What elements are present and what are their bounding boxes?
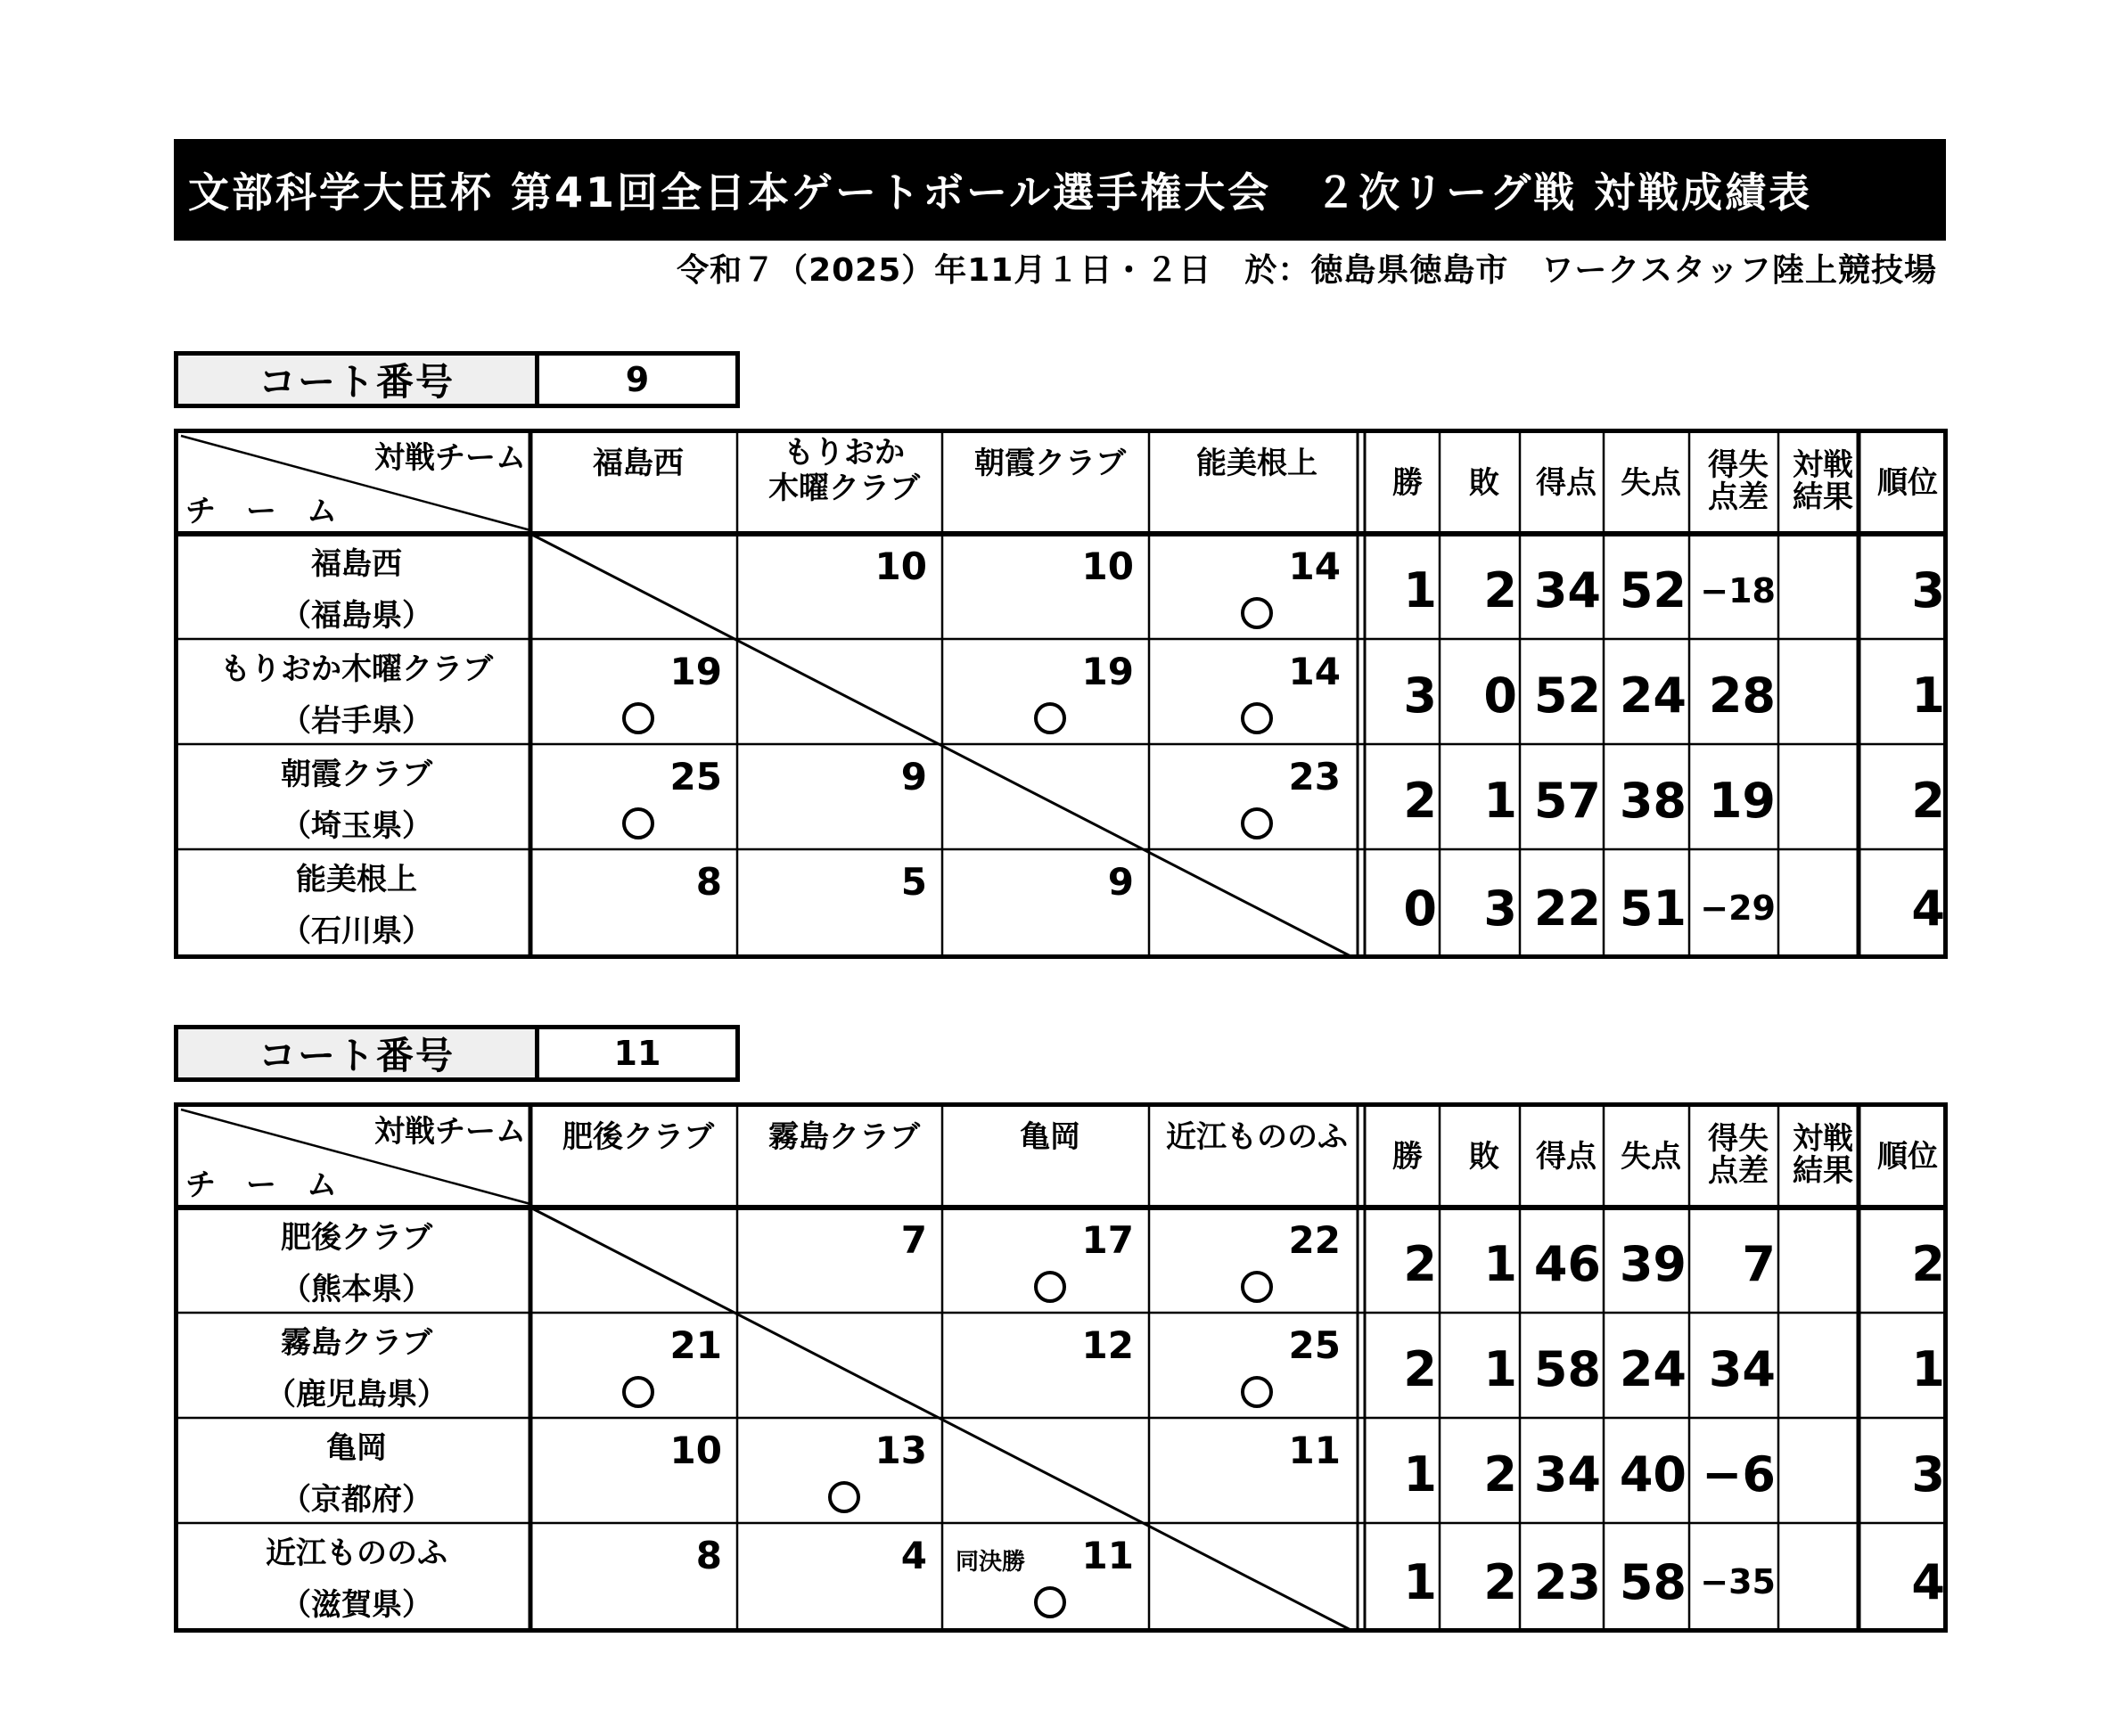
point-diff-value: 28 (1708, 667, 1776, 724)
win-circle-mark (1034, 1271, 1066, 1303)
points-for-value: 57 (1533, 773, 1601, 829)
match-note: 同決勝 (956, 1549, 1026, 1576)
rank-header (1863, 467, 1952, 499)
rank-header-line: 順位 (1877, 1139, 1938, 1175)
league-table (174, 429, 1948, 959)
match-result-value (1783, 538, 1863, 643)
win-header (1371, 1141, 1444, 1173)
match-score: 11 (1081, 1534, 1134, 1577)
points-for-value: 23 (1533, 1554, 1601, 1610)
losses-value: 2 (1483, 562, 1517, 618)
loss-header (1444, 1141, 1524, 1173)
losses-value: 2 (1483, 1554, 1517, 1610)
rank-value: 4 (1911, 1554, 1945, 1610)
team-prefecture: （滋賀県） (281, 1587, 432, 1623)
match-score: 21 (669, 1323, 722, 1367)
loss-header-line: 敗 (1469, 1139, 1499, 1175)
rank-value: 1 (1911, 667, 1945, 724)
match-score: 13 (874, 1429, 927, 1472)
rank-header-line: 順位 (1877, 465, 1938, 501)
wins-value: 1 (1403, 1446, 1437, 1503)
win-circle-mark (622, 807, 654, 839)
point-diff-value: 7 (1742, 1236, 1776, 1292)
points-for-header-line: 得点 (1536, 465, 1597, 501)
points-against-header (1608, 1141, 1694, 1173)
points-against-value: 24 (1619, 667, 1687, 724)
points-for-header (1524, 1141, 1608, 1173)
opponent-name-line: 近江もののふ (1166, 1119, 1348, 1155)
match-score: 17 (1081, 1218, 1134, 1262)
opponent-name-line: 肥後クラブ (562, 1119, 714, 1155)
court-number-value: 9 (625, 360, 650, 399)
win-header-line: 勝 (1392, 465, 1423, 501)
team-name: 朝霞クラブ (281, 757, 432, 792)
match-result-value (1783, 1527, 1863, 1637)
court-number-label: コート番号 (178, 1029, 539, 1077)
team-prefecture: （京都府） (281, 1482, 432, 1518)
point-diff-header (1694, 449, 1783, 513)
opponent-column-header (742, 435, 947, 506)
team-prefecture: （埼玉県） (281, 808, 432, 844)
court-number-box (174, 1025, 740, 1082)
opponent-column-header (742, 1119, 947, 1155)
loss-header (1444, 467, 1524, 499)
match-score: 9 (900, 755, 927, 798)
event-date-venue: 令和７（2025）年11月１日・２日 於：徳島県徳島市 ワークスタッフ陸上競技場 (677, 251, 1937, 289)
team-name: 亀岡 (326, 1430, 387, 1466)
win-circle-mark (1241, 1376, 1273, 1408)
rank-value: 3 (1911, 1446, 1945, 1503)
win-circle-mark (1241, 1271, 1273, 1303)
match-result-value (1783, 854, 1863, 963)
team-name: 能美根上 (296, 862, 417, 897)
team-prefecture: （岩手県） (281, 703, 432, 739)
losses-value: 1 (1483, 1341, 1517, 1397)
point-diff-header-line: 得失 (1708, 1121, 1769, 1157)
match-score: 14 (1288, 650, 1341, 693)
win-circle-mark (1034, 702, 1066, 734)
match-score: 10 (669, 1429, 722, 1472)
wins-value: 2 (1403, 1236, 1437, 1292)
match-result-value (1783, 643, 1863, 749)
losses-value: 0 (1483, 667, 1517, 724)
loss-header-line: 敗 (1469, 465, 1499, 501)
match-score: 19 (669, 650, 722, 693)
opponent-team-header: 対戦チーム (374, 1114, 526, 1150)
match-score: 19 (1081, 650, 1134, 693)
wins-value: 2 (1403, 1341, 1437, 1397)
wins-value: 0 (1403, 880, 1437, 937)
points-against-value: 52 (1619, 562, 1687, 618)
match-score: 8 (695, 860, 722, 904)
win-circle-mark (622, 702, 654, 734)
points-for-header (1524, 467, 1608, 499)
team-name: もりおか木曜クラブ (220, 651, 493, 687)
points-for-value: 34 (1533, 1446, 1601, 1503)
points-against-value: 24 (1619, 1341, 1687, 1397)
match-score: 23 (1288, 755, 1341, 798)
opponent-column-header (535, 446, 742, 481)
opponent-column-header (535, 1119, 742, 1155)
point-diff-value: −35 (1700, 1562, 1776, 1601)
rank-value: 1 (1911, 1341, 1945, 1397)
points-for-value: 22 (1533, 880, 1601, 937)
page-title: 文部科学大臣杯 第41回全日本ゲートボール選手権大会 ２次リーグ戦 対戦成績表 (174, 139, 1946, 241)
match-result-header-line: 結果 (1793, 479, 1853, 515)
rank-value: 2 (1911, 773, 1945, 829)
wins-value: 1 (1403, 562, 1437, 618)
team-header: チ ー ム (185, 494, 337, 529)
points-for-value: 52 (1533, 667, 1601, 724)
match-score: 8 (695, 1534, 722, 1577)
team-prefecture: （石川県） (281, 913, 432, 949)
match-result-value (1783, 1212, 1863, 1317)
points-against-value: 38 (1619, 773, 1687, 829)
match-score: 10 (1081, 545, 1134, 588)
match-score: 5 (900, 860, 927, 904)
points-against-value: 51 (1619, 880, 1687, 937)
points-for-header-line: 得点 (1536, 1139, 1597, 1175)
win-header (1371, 467, 1444, 499)
win-circle-mark (1241, 702, 1273, 734)
win-circle-mark (1034, 1586, 1066, 1618)
win-circle-mark (828, 1481, 860, 1513)
match-score: 4 (900, 1534, 927, 1577)
rank-header (1863, 1141, 1952, 1173)
match-score: 25 (1288, 1323, 1341, 1367)
point-diff-value: 34 (1708, 1341, 1776, 1397)
team-name: 福島西 (311, 546, 402, 582)
match-result-value (1783, 749, 1863, 854)
team-prefecture: （鹿児島県） (266, 1377, 447, 1413)
court-number-box (174, 351, 740, 408)
match-result-header-line: 対戦 (1793, 447, 1853, 483)
win-header-line: 勝 (1392, 1139, 1423, 1175)
opponent-name-line: もりおか (784, 435, 905, 471)
rank-value: 3 (1911, 562, 1945, 618)
points-for-value: 58 (1533, 1341, 1601, 1397)
point-diff-header (1694, 1123, 1783, 1187)
team-prefecture: （福島県） (281, 598, 432, 634)
match-result-value (1783, 1422, 1863, 1527)
match-score: 10 (874, 545, 927, 588)
match-result-value (1783, 1317, 1863, 1422)
opponent-name-line: 朝霞クラブ (974, 446, 1126, 481)
opponent-column-header (1153, 1119, 1360, 1155)
win-circle-mark (622, 1376, 654, 1408)
opponent-name-line: 能美根上 (1196, 446, 1317, 481)
match-score: 12 (1081, 1323, 1134, 1367)
point-diff-header-line: 点差 (1708, 1153, 1769, 1189)
losses-value: 2 (1483, 1446, 1517, 1503)
match-score: 11 (1288, 1429, 1341, 1472)
win-circle-mark (1241, 597, 1273, 629)
match-result-header (1783, 1123, 1863, 1187)
point-diff-value: 19 (1708, 773, 1776, 829)
points-against-value: 39 (1619, 1236, 1687, 1292)
points-for-value: 46 (1533, 1236, 1601, 1292)
point-diff-value: −6 (1702, 1446, 1776, 1503)
opponent-column-header (947, 1119, 1153, 1155)
rank-value: 4 (1911, 880, 1945, 937)
court-number-value: 11 (613, 1034, 661, 1073)
match-result-header (1783, 449, 1863, 513)
opponent-team-header: 対戦チーム (374, 440, 526, 476)
team-name: 肥後クラブ (281, 1220, 432, 1256)
wins-value: 3 (1403, 667, 1437, 724)
opponent-name-line: 霧島クラブ (768, 1119, 920, 1155)
match-score: 14 (1288, 545, 1341, 588)
opponent-name-line: 亀岡 (1020, 1119, 1080, 1155)
point-diff-header-line: 点差 (1708, 479, 1769, 515)
court-number-label: コート番号 (178, 356, 539, 404)
opponent-name-line: 福島西 (593, 446, 684, 481)
point-diff-value: −18 (1700, 571, 1776, 610)
points-for-value: 34 (1533, 562, 1601, 618)
wins-value: 2 (1403, 773, 1437, 829)
points-against-header (1608, 467, 1694, 499)
losses-value: 3 (1483, 880, 1517, 937)
points-against-value: 58 (1619, 1554, 1687, 1610)
rank-value: 2 (1911, 1236, 1945, 1292)
match-score: 22 (1288, 1218, 1341, 1262)
losses-value: 1 (1483, 773, 1517, 829)
losses-value: 1 (1483, 1236, 1517, 1292)
points-against-value: 40 (1619, 1446, 1687, 1503)
opponent-name-line: 木曜クラブ (768, 471, 920, 506)
match-score: 9 (1107, 860, 1134, 904)
point-diff-header-line: 得失 (1708, 447, 1769, 483)
points-against-header-line: 失点 (1621, 465, 1681, 501)
match-result-header-line: 対戦 (1793, 1121, 1853, 1157)
team-prefecture: （熊本県） (281, 1272, 432, 1307)
match-result-header-line: 結果 (1793, 1153, 1853, 1189)
team-name: 霧島クラブ (281, 1325, 432, 1361)
opponent-column-header (947, 446, 1153, 481)
opponent-column-header (1153, 446, 1360, 481)
points-against-header-line: 失点 (1621, 1139, 1681, 1175)
team-header: チ ー ム (185, 1167, 337, 1203)
point-diff-value: −29 (1700, 888, 1776, 928)
match-score: 25 (669, 755, 722, 798)
wins-value: 1 (1403, 1554, 1437, 1610)
league-table (174, 1102, 1948, 1633)
match-score: 7 (900, 1218, 927, 1262)
win-circle-mark (1241, 807, 1273, 839)
team-name: 近江もののふ (266, 1535, 447, 1571)
